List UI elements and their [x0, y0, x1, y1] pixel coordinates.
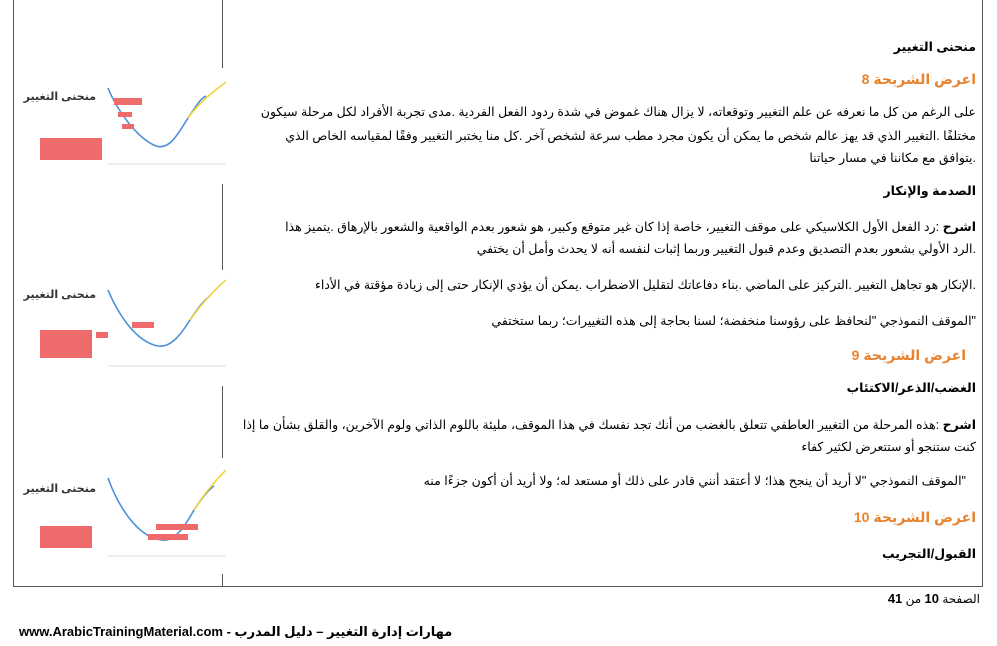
section-heading: القبول/التجريب [881, 547, 976, 561]
paragraph-text: :رد الفعل الأول الكلاسيكي على موقف التغيير، خاصة إذا كان غير متوقع وكبير، هو شعور بعدم الواقعية والشعور بالإرهاق .يتميز هذا [285, 220, 940, 234]
paragraph-line: .الرد الأولي بشعور بعدم التصديق وعدم قبول التغيير وربما إثبات لنفسه أنه لا يحدث وأمل أن يختفي [476, 242, 976, 256]
callout-box [156, 524, 198, 530]
callout-box [132, 322, 154, 328]
section-heading: منحنى التغيير [893, 40, 976, 54]
slide-thumbnail-8 [23, 68, 226, 184]
paragraph-line: "الموقف النموذجي "لا أريد أن ينجح هذا؛ لا أعتقد أنني قادر على ذلك أو مستعد له؛ ولا أريد أن أكون جزءًا منه [423, 474, 966, 488]
page-label: الصفحة [942, 592, 980, 606]
callout-box [40, 330, 92, 358]
callout-box [122, 124, 134, 129]
trainer-notes [226, 26, 976, 581]
document-footer: www.ArabicTrainingMaterial.com - مهارات إدارة التغيير – دليل المدرب [19, 624, 453, 639]
change-curve-chart [106, 270, 226, 386]
change-curve-chart [106, 458, 226, 574]
paragraph-line [226, 416, 976, 434]
page-current: 41 [887, 591, 903, 606]
slide-reference: اعرض الشريحة 8 [861, 71, 976, 87]
slide-thumbnail-10 [23, 458, 226, 574]
thumbnail-title: منحنى التغيير [23, 289, 96, 301]
paragraph-line [226, 218, 976, 236]
paragraph-line: "الموقف النموذجي "لنحافظ على رؤوسنا منخفضة؛ لسنا بحاجة إلى هذه التغييرات؛ ربما ستختفي [491, 314, 976, 328]
section-heading: الصدمة والإنكار [883, 184, 976, 198]
slide-thumbnail-9 [23, 270, 226, 386]
callout-box [40, 138, 102, 160]
callout-box [96, 332, 108, 338]
paragraph-text: :هذه المرحلة من التغيير العاطفي تتعلق بالغضب من أنك تجد نفسك في هذا الموقف، مليئة باللوم الذاتي ولوم الآخرين، والقلق بشأن ما إذا [242, 418, 940, 432]
thumbnail-title: منحنى التغيير [23, 483, 96, 495]
callout-box [118, 112, 132, 117]
callout-box [40, 526, 92, 548]
page-total: 10 [924, 591, 939, 606]
page-number [888, 591, 980, 606]
slide-reference: اعرض الشريحة 9 [851, 347, 966, 363]
paragraph-line: مختلفًا .التغيير الذي قد يهز عالم شخص ما يمكن أن يكون مجرد مطب سرعة لشخص آخر .كل منا يختبر التغيير وفقًا لمقياسه الخاص الذي [285, 129, 976, 143]
slide-thumbnails [14, 0, 222, 586]
thumbnail-title: منحنى التغيير [23, 91, 96, 103]
slide-reference: اعرض الشريحة 10 [853, 509, 976, 525]
explain-label: اشرح [942, 220, 976, 234]
section-heading: الغضب/الذعر/الاكتئاب [846, 381, 976, 395]
page-of: من [905, 592, 922, 606]
paragraph-line: على الرغم من كل ما نعرفه عن علم التغيير وتوقعاته، لا يزال هناك غموض في شدة ردود الفعل الفردية .مدى تجربة الأفراد لكل مرحلة سيكون [260, 105, 976, 119]
callout-box [114, 98, 142, 105]
explain-label: اشرح [942, 418, 976, 432]
callout-box [148, 534, 188, 540]
paragraph-line: .يتوافق مع مكاننا في مسار حياتنا [809, 151, 976, 165]
paragraph-line: كنت ستنجو أو ستتعرض لكثير كفاء [801, 440, 976, 454]
paragraph-line: .الإنكار هو تجاهل التغيير .التركيز على الماضي .بناء دفاعاتك لتقليل الاضطراب .يمكن أن يؤدي الإنكار حتى إلى زيادة مؤقتة في الأداء [314, 278, 976, 292]
